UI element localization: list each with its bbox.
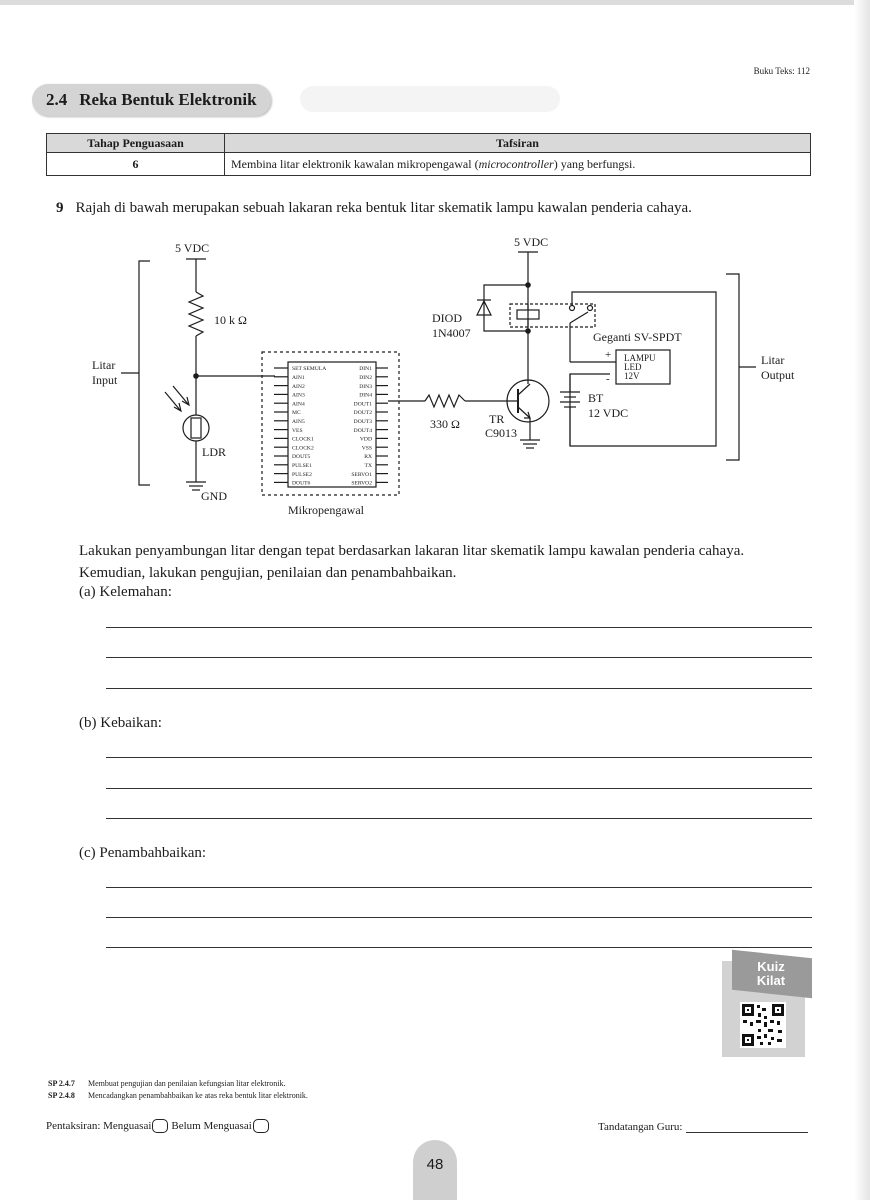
- relay-label: Geganti SV-SPDT: [593, 330, 682, 344]
- input-bracket: [121, 261, 150, 485]
- assessment-row: [46, 1119, 272, 1133]
- mcu-pin-label-left: DOUT6: [292, 480, 311, 487]
- mcu-pin-label-right: DIN3: [359, 383, 372, 390]
- litar-output-label-2: Output: [761, 368, 795, 382]
- rubric-header-interp: Tafsiran: [225, 134, 811, 153]
- rubric-interpretation: Membina litar elektronik kawalan mikropengawal (microcontroller) yang berfungsi.: [225, 153, 811, 176]
- diode-label: DIOD: [432, 311, 462, 325]
- mcu-pin-label-right: DOUT4: [353, 427, 372, 434]
- mcu-pin-label-left: PULSE2: [292, 471, 312, 478]
- mcu-pin-label-right: DOUT2: [353, 410, 372, 417]
- teacher-signature: [598, 1120, 808, 1133]
- part-a-label: (a) Kelemahan:: [79, 584, 172, 600]
- mcu-pin-label-right: DIN1: [359, 366, 372, 373]
- mcu-pin-label-right: SERVO2: [351, 480, 372, 487]
- mcu-pins: [274, 366, 388, 486]
- not-mastered-label: Belum Menguasai: [171, 1120, 252, 1132]
- answer-line[interactable]: [106, 947, 812, 948]
- book-reference: Buku Teks: 112: [753, 66, 810, 76]
- tr-label: TR: [489, 412, 505, 426]
- circuit-schematic: [0, 228, 870, 528]
- mcu-pin-label-right: VSS: [361, 445, 372, 452]
- mcu-pin-label-left: AIN1: [292, 375, 305, 381]
- resistor-10k-label: 10 k Ω: [214, 313, 247, 327]
- rubric-table: [46, 133, 811, 176]
- ldr-label: LDR: [202, 445, 226, 459]
- ground-right-symbol: [520, 440, 540, 448]
- answer-line[interactable]: [106, 757, 812, 758]
- mcu-pin-label-right: VDD: [359, 436, 372, 443]
- tr-model: C9013: [485, 426, 518, 440]
- signature-line[interactable]: [686, 1120, 808, 1133]
- instruction-line-2: Kemudian, lakukan pengujian, penilaian dan penambahbaikan.: [79, 565, 457, 581]
- bleed-through-ghost: [300, 86, 560, 112]
- standard-sp-2-4-7: SP 2.4.7 Membuat pengujian dan penilaian kefungsian litar elektronik.: [48, 1079, 286, 1088]
- relay-contact-nc: [588, 306, 593, 311]
- vdc-left-label: 5 VDC: [175, 241, 210, 255]
- rubric-level: 6: [47, 153, 225, 176]
- vdc-right-label: 5 VDC: [514, 235, 549, 249]
- question-9: [56, 200, 692, 217]
- resistor-330-label: 330 Ω: [430, 417, 460, 431]
- lamp-label-3: 12V: [624, 371, 640, 381]
- mcu-pin-label-left: DOUT5: [292, 454, 311, 461]
- kuiz-kilat-title: Kuiz Kilat: [756, 959, 786, 988]
- qr-code-icon[interactable]: [740, 1002, 786, 1048]
- mcu-pin-label-right: DOUT3: [353, 419, 372, 425]
- part-c-label: (c) Penambahbaikan:: [79, 845, 207, 861]
- battery-label: BT: [588, 391, 604, 405]
- lamp-label-2: LED: [624, 362, 642, 372]
- rubric-header-level: Tahap Penguasaan: [47, 134, 225, 153]
- question-number: 9: [56, 200, 64, 216]
- battery-voltage: 12 VDC: [588, 406, 629, 420]
- lamp-label-1: LAMPU: [624, 353, 656, 363]
- litar-input-label-2: Input: [92, 373, 118, 387]
- answer-line[interactable]: [106, 788, 812, 789]
- section-number: 2.4: [46, 90, 68, 109]
- section-title: Reka Bentuk Elektronik: [79, 90, 257, 109]
- lamp-minus: -: [606, 373, 610, 385]
- relay-contact-no: [570, 306, 575, 311]
- ldr-symbol: [165, 386, 209, 441]
- mcu-pin-label-left: CLOCK1: [292, 436, 314, 443]
- output-bracket: [726, 274, 756, 460]
- mcu-pin-label-left: VES: [292, 427, 303, 434]
- mcu-pin-label-left: AIN3: [292, 392, 305, 399]
- not-mastered-checkbox[interactable]: [253, 1119, 269, 1133]
- answer-line[interactable]: [106, 627, 812, 628]
- mcu-pin-label-right: SERVO1: [351, 471, 372, 478]
- mcu-pin-label-left: CLOCK2: [292, 445, 314, 452]
- signature-label: Tandatangan Guru:: [598, 1121, 683, 1133]
- relay-switch: [570, 312, 588, 323]
- gnd-label: GND: [201, 489, 227, 503]
- mcu-pin-label-right: DIN4: [359, 392, 372, 399]
- part-b-label: (b) Kebaikan:: [79, 715, 162, 731]
- mcu-pin-label-right: DOUT1: [353, 401, 372, 408]
- mastered-checkbox[interactable]: [152, 1119, 168, 1133]
- answer-line[interactable]: [106, 688, 812, 689]
- lamp-plus: +: [605, 349, 612, 361]
- mcu-pin-label-right: DIN2: [359, 375, 372, 381]
- section-heading: [32, 84, 271, 116]
- diode-model: 1N4007: [432, 326, 471, 340]
- page-number: 48: [413, 1140, 457, 1200]
- instruction-line-1: Lakukan penyambungan litar dengan tepat berdasarkan lakaran litar skematik lampu kawalan penderia cahaya.: [79, 543, 745, 559]
- mcu-pin-label-left: MC: [292, 410, 301, 417]
- resistor-10k: [189, 292, 203, 336]
- mcu-pin-label-left: PULSE1: [292, 463, 312, 469]
- mcu-pin-label-right: RX: [364, 454, 372, 461]
- assessment-label: Pentaksiran: Menguasai: [46, 1120, 152, 1132]
- page-fold-shadow: [854, 0, 870, 1200]
- mcu-caption: Mikropengawal: [288, 503, 364, 517]
- resistor-330: [425, 395, 465, 407]
- answer-line[interactable]: [106, 818, 812, 819]
- mcu-pin-label-left: AIN4: [292, 401, 305, 408]
- answer-line[interactable]: [106, 887, 812, 888]
- answer-line[interactable]: [106, 657, 812, 658]
- standard-sp-2-4-8: SP 2.4.8 Mencadangkan penambahbaikan ke atas reka bentuk litar elektronik.: [48, 1091, 308, 1100]
- mcu-pin-label-left: AIN2: [292, 383, 305, 390]
- page-top-edge: [0, 0, 870, 5]
- litar-input-label-1: Litar: [92, 358, 116, 372]
- mcu-pin-label-right: TX: [364, 463, 372, 469]
- mcu-pin-label-left: AIN5: [292, 419, 305, 425]
- question-text: Rajah di bawah merupakan sebuah lakaran reka bentuk litar skematik lampu kawalan penderia cahaya.: [75, 200, 692, 216]
- answer-line[interactable]: [106, 917, 812, 918]
- battery-12vdc: [560, 374, 580, 446]
- litar-output-label-1: Litar: [761, 353, 785, 367]
- mcu-pin-label-left: SET SEMULA: [292, 366, 327, 373]
